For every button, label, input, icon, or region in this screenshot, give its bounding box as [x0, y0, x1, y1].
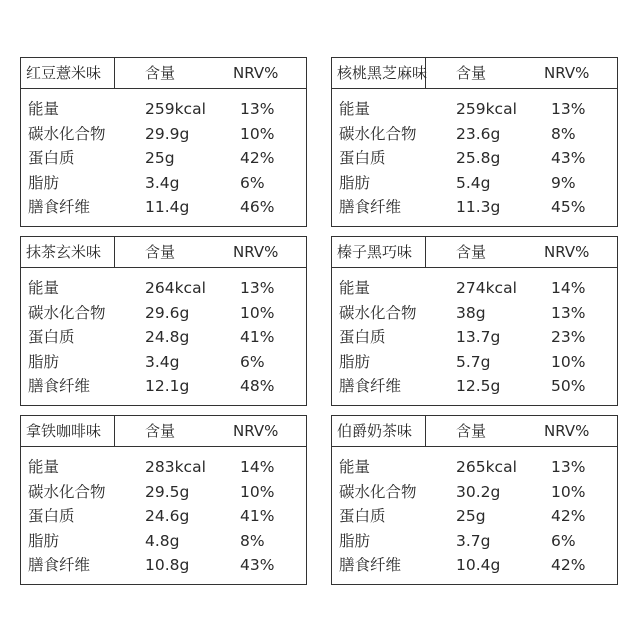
nutrient-row: [21, 97, 306, 122]
nutrient-amount: 12.1g: [145, 377, 190, 395]
amount-column-header: 含量: [145, 422, 176, 440]
nutrient-nrv: 43%: [240, 556, 275, 574]
nutrient-row: [21, 455, 306, 480]
nutrient-row: [332, 553, 617, 578]
nutrient-amount: 10.4g: [456, 556, 501, 574]
nutrient-nrv: 9%: [551, 173, 576, 192]
nutrient-amount: 13.7g: [456, 328, 501, 346]
nutrient-nrv: 42%: [240, 149, 275, 167]
flavor-name: 拿铁咖啡味: [21, 416, 115, 446]
nutrient-label: 碳水化合物: [339, 482, 417, 501]
nutrient-rows: [332, 268, 617, 399]
nutrient-nrv: 6%: [240, 173, 265, 192]
nutrient-row: [21, 504, 306, 529]
nutrient-nrv: 13%: [240, 279, 275, 297]
nutrient-label: 碳水化合物: [339, 303, 417, 322]
nutrient-nrv: 13%: [551, 100, 586, 118]
nutrition-panel: [331, 57, 618, 227]
nutrition-panel: [20, 57, 307, 227]
nutrient-amount: 29.9g: [145, 124, 190, 143]
amount-column-header: 含量: [456, 422, 487, 440]
nutrient-row: [332, 195, 617, 220]
nutrient-label: 膳食纤维: [339, 198, 402, 216]
nutrient-label: 碳水化合物: [28, 482, 106, 501]
nutrient-nrv: 41%: [240, 328, 275, 346]
nutrient-label: 膳食纤维: [339, 556, 402, 574]
nutrient-amount: 5.7g: [456, 352, 491, 371]
nutrient-amount: 25g: [145, 149, 175, 167]
nutrient-amount: 24.8g: [145, 328, 190, 346]
nutrient-label: 蛋白质: [28, 507, 75, 525]
nutrient-label: 膳食纤维: [28, 377, 91, 395]
nutrient-amount: 38g: [456, 303, 486, 322]
nutrient-nrv: 8%: [551, 124, 576, 143]
nutrient-label: 脂肪: [28, 531, 60, 550]
nrv-column-header: NRV%: [544, 422, 590, 440]
nutrient-row: [21, 171, 306, 196]
panel-header: [332, 237, 617, 268]
nutrient-amount: 259kcal: [456, 100, 517, 118]
nutrient-amount: 30.2g: [456, 482, 501, 501]
nutrient-label: 能量: [339, 279, 371, 297]
nutrient-row: [21, 276, 306, 301]
nrv-column-header: NRV%: [544, 243, 590, 261]
nutrient-rows: [21, 447, 306, 578]
nutrient-nrv: 10%: [240, 482, 275, 501]
flavor-name: 核桃黑芝麻味: [332, 58, 426, 88]
nutrient-nrv: 48%: [240, 377, 275, 395]
nutrient-label: 膳食纤维: [339, 377, 402, 395]
nutrient-label: 能量: [28, 279, 60, 297]
nutrient-rows: [332, 447, 617, 578]
amount-column-header: 含量: [456, 64, 487, 82]
nutrient-label: 脂肪: [339, 531, 371, 550]
nutrient-amount: 5.4g: [456, 173, 491, 192]
nrv-column-header: NRV%: [233, 64, 279, 82]
nutrient-row: [21, 374, 306, 399]
nutrient-label: 脂肪: [28, 173, 60, 192]
nutrient-row: [332, 455, 617, 480]
nrv-column-header: NRV%: [544, 64, 590, 82]
nutrient-row: [21, 480, 306, 505]
nutrient-row: [332, 374, 617, 399]
nutrient-amount: 25.8g: [456, 149, 501, 167]
nutrient-nrv: 13%: [240, 100, 275, 118]
nutrition-panel: [331, 415, 618, 585]
amount-column-header: 含量: [456, 243, 487, 261]
nutrient-nrv: 46%: [240, 198, 275, 216]
nutrient-nrv: 50%: [551, 377, 586, 395]
amount-column-header: 含量: [145, 64, 176, 82]
nutrient-row: [332, 480, 617, 505]
nutrient-amount: 11.3g: [456, 198, 501, 216]
nutrient-amount: 29.5g: [145, 482, 190, 501]
nutrient-label: 膳食纤维: [28, 556, 91, 574]
nutrient-label: 碳水化合物: [339, 124, 417, 143]
nutrient-amount: 274kcal: [456, 279, 517, 297]
nutrient-row: [21, 553, 306, 578]
nutrient-row: [332, 146, 617, 171]
nutrient-amount: 265kcal: [456, 458, 517, 476]
nutrient-amount: 3.7g: [456, 531, 491, 550]
panel-header: [332, 416, 617, 447]
nutrient-row: [332, 122, 617, 147]
flavor-name: 榛子黑巧味: [332, 237, 426, 267]
amount-column-header: 含量: [145, 243, 176, 261]
nutrient-amount: 10.8g: [145, 556, 190, 574]
nutrient-nrv: 10%: [551, 482, 586, 501]
nutrient-label: 碳水化合物: [28, 124, 106, 143]
nutrient-nrv: 23%: [551, 328, 586, 346]
nutrient-amount: 259kcal: [145, 100, 206, 118]
nutrient-row: [21, 350, 306, 375]
nutrient-label: 碳水化合物: [28, 303, 106, 322]
nutrient-rows: [21, 268, 306, 399]
nutrient-nrv: 43%: [551, 149, 586, 167]
nutrition-panel: [20, 415, 307, 585]
nutrient-nrv: 14%: [551, 279, 586, 297]
nrv-column-header: NRV%: [233, 422, 279, 440]
nutrient-amount: 25g: [456, 507, 486, 525]
nutrient-label: 蛋白质: [28, 328, 75, 346]
nutrient-amount: 24.6g: [145, 507, 190, 525]
nutrient-label: 膳食纤维: [28, 198, 91, 216]
nutrient-amount: 4.8g: [145, 531, 180, 550]
nutrient-row: [21, 529, 306, 554]
nutrient-row: [21, 325, 306, 350]
nutrient-amount: 3.4g: [145, 173, 180, 192]
nutrient-row: [21, 195, 306, 220]
nutrient-amount: 12.5g: [456, 377, 501, 395]
panel-header: [21, 58, 306, 89]
nutrient-nrv: 41%: [240, 507, 275, 525]
nutrient-rows: [21, 89, 306, 220]
nutrient-nrv: 42%: [551, 507, 586, 525]
nutrient-nrv: 10%: [551, 352, 586, 371]
nutrient-amount: 29.6g: [145, 303, 190, 322]
nutrient-label: 蛋白质: [339, 507, 386, 525]
nutrient-amount: 3.4g: [145, 352, 180, 371]
flavor-name: 红豆薏米味: [21, 58, 115, 88]
nutrient-label: 能量: [28, 100, 60, 118]
nutrition-panel: [331, 236, 618, 406]
nutrient-amount: 264kcal: [145, 279, 206, 297]
nutrient-nrv: 10%: [240, 124, 275, 143]
nutrient-row: [21, 146, 306, 171]
nutrient-nrv: 42%: [551, 556, 586, 574]
nutrient-row: [332, 171, 617, 196]
nutrient-nrv: 8%: [240, 531, 265, 550]
nutrient-row: [332, 301, 617, 326]
nutrient-row: [21, 122, 306, 147]
nutrient-label: 脂肪: [339, 352, 371, 371]
nutrient-label: 能量: [339, 100, 371, 118]
nutrient-nrv: 6%: [240, 352, 265, 371]
nutrient-row: [332, 529, 617, 554]
nutrient-row: [332, 276, 617, 301]
nutrient-amount: 283kcal: [145, 458, 206, 476]
nrv-column-header: NRV%: [233, 243, 279, 261]
nutrient-nrv: 10%: [240, 303, 275, 322]
flavor-name: 伯爵奶茶味: [332, 416, 426, 446]
nutrient-label: 蛋白质: [339, 149, 386, 167]
nutrient-amount: 11.4g: [145, 198, 190, 216]
nutrient-label: 能量: [339, 458, 371, 476]
flavor-name: 抹茶玄米味: [21, 237, 115, 267]
nutrient-label: 能量: [28, 458, 60, 476]
nutrient-nrv: 6%: [551, 531, 576, 550]
nutrition-panel: [20, 236, 307, 406]
nutrient-row: [21, 301, 306, 326]
nutrient-row: [332, 97, 617, 122]
nutrient-row: [332, 504, 617, 529]
nutrient-nrv: 13%: [551, 303, 586, 322]
nutrient-nrv: 13%: [551, 458, 586, 476]
nutrient-label: 脂肪: [28, 352, 60, 371]
nutrient-row: [332, 350, 617, 375]
panel-header: [21, 416, 306, 447]
nutrient-label: 蛋白质: [28, 149, 75, 167]
nutrient-amount: 23.6g: [456, 124, 501, 143]
nutrient-nrv: 45%: [551, 198, 586, 216]
nutrient-row: [332, 325, 617, 350]
panel-header: [332, 58, 617, 89]
nutrient-nrv: 14%: [240, 458, 275, 476]
panel-header: [21, 237, 306, 268]
nutrient-label: 蛋白质: [339, 328, 386, 346]
nutrient-rows: [332, 89, 617, 220]
nutrient-label: 脂肪: [339, 173, 371, 192]
